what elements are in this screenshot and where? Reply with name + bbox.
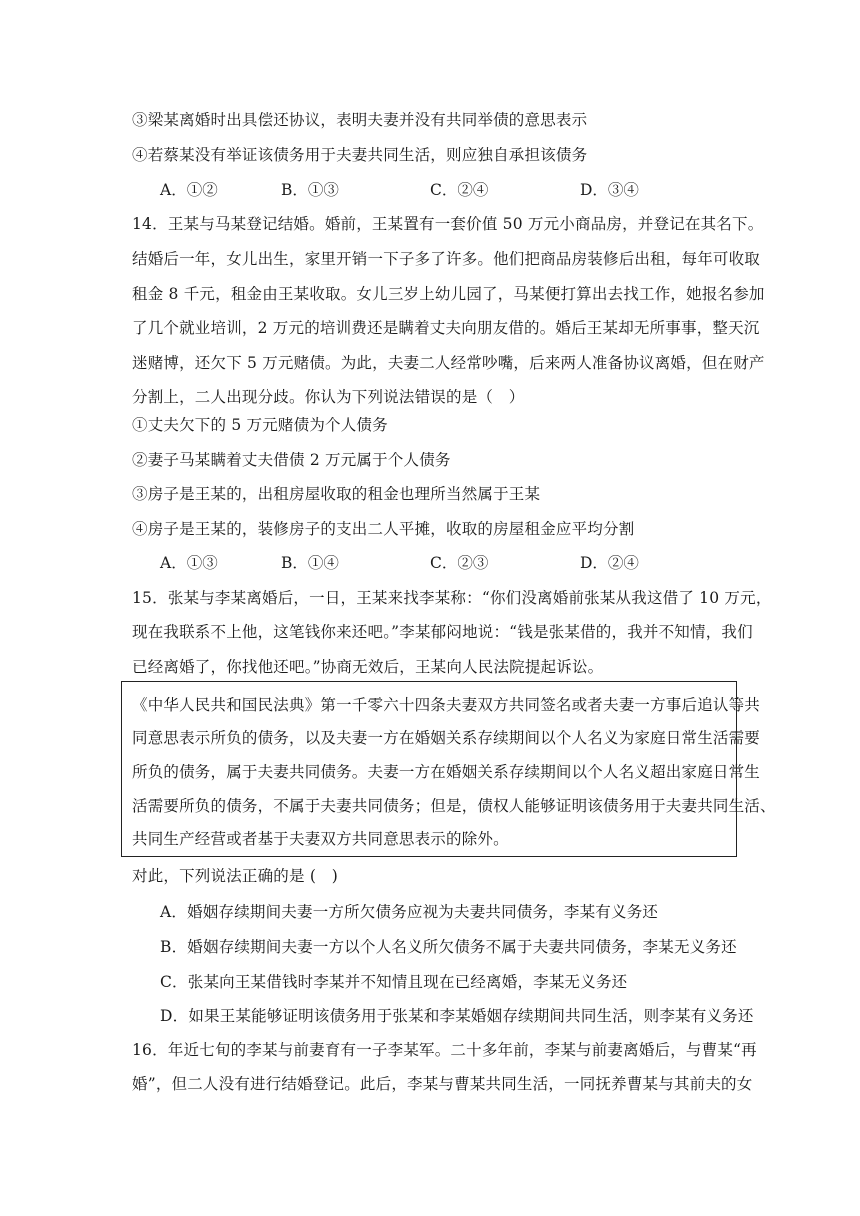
question-14-stem-line-3: 租金 8 千元，租金由王某收取。女儿三岁上幼儿园了，马某便打算出去找工作，她报名参加	[132, 285, 765, 303]
question-14-statement-2: ②妻子马某瞒着丈夫借债 2 万元属于个人债务	[132, 451, 451, 469]
option-d[interactable]: D．③④	[580, 181, 639, 199]
question-13-statement-3: ③梁某离婚时出具偿还协议，表明夫妻并没有共同举债的意思表示	[132, 111, 588, 129]
question-13-statement-4: ④若蔡某没有举证该债务用于夫妻共同生活，则应独自承担该债务	[132, 146, 588, 164]
question-14-statement-4: ④房子是王某的，装修房子的支出二人平摊，收取的房屋租金应平均分割	[132, 520, 635, 538]
question-14-statement-1: ①丈夫欠下的 5 万元赌债为个人债务	[132, 416, 388, 434]
question-14-stem-line-5: 迷赌博，还欠下 5 万元赌债。为此，夫妻二人经常吵嘴，后来两人准备协议离婚，但在财产	[132, 354, 765, 372]
question-15-option-c[interactable]: C．张某向王某借钱时李某并不知情且现在已经离婚，李某无义务还	[160, 973, 628, 991]
option-a[interactable]: A．①③	[160, 554, 218, 572]
question-14-stem-line-1: 14．王某与马某登记结婚。婚前，王某置有一套价值 50 万元小商品房，并登记在其名下。	[132, 215, 764, 233]
quote-line-5: 共同生产经营或者基于夫妻双方共同意思表示的除外。	[132, 830, 509, 848]
option-d[interactable]: D．②④	[580, 554, 639, 572]
option-c[interactable]: C．②④	[430, 181, 489, 199]
question-15-option-b[interactable]: B．婚姻存续期间夫妻一方以个人名义所欠债务不属于夫妻共同债务，李某无义务还	[160, 938, 737, 956]
question-15-option-d[interactable]: D．如果王某能够证明该债务用于张某和李某婚姻存续期间共同生活，则李某有义务还	[160, 1007, 754, 1025]
option-b[interactable]: B．①④	[281, 554, 339, 572]
question-15-stem-line-2: 现在我联系不上他，这笔钱你来还吧。”李某郁闷地说：“钱是张某借的，我并不知情，我们	[132, 623, 753, 641]
question-15-prompt: 对此，下列说法正确的是 ( )	[132, 867, 339, 885]
quote-line-2: 同意思表示所负的债务，以及夫妻一方在婚姻关系存续期间以个人名义为家庭日常生活需要	[132, 729, 761, 747]
question-16-stem-line-2: 婚”，但二人没有进行结婚登记。此后，李某与曹某共同生活，一同抚养曹某与其前夫的女	[132, 1075, 753, 1093]
option-b[interactable]: B．①③	[281, 181, 339, 199]
question-14-stem-line-4: 了几个就业培训，2 万元的培训费还是瞒着丈夫向朋友借的。婚后王某却无所事事，整天沉	[132, 319, 760, 337]
question-16-stem-line-1: 16．年近七旬的李某与前妻育有一子李某军。二十多年前，李某与前妻离婚后，与曹某“再	[132, 1041, 757, 1059]
quote-line-3: 所负的债务，属于夫妻共同债务。夫妻一方在婚姻关系存续期间以个人名义超出家庭日常生	[132, 763, 761, 781]
question-15-option-a[interactable]: A．婚姻存续期间夫妻一方所欠债务应视为夫妻共同债务，李某有义务还	[160, 903, 659, 921]
question-14-statement-3: ③房子是王某的，出租房屋收取的租金也理所当然属于王某	[132, 485, 541, 503]
question-14-stem-line-6: 分割上，二人出现分歧。你认为下列说法错误的是（ ）	[132, 388, 525, 406]
question-15-stem-line-1: 15．张某与李某离婚后，一日，王某来找李某称：“你们没离婚前张某从我这借了 10 万元，	[132, 589, 772, 607]
option-a[interactable]: A．①②	[160, 181, 218, 199]
option-c[interactable]: C．②③	[430, 554, 489, 572]
question-14-stem-line-2: 结婚后一年，女儿出生，家里开销一下子多了许多。他们把商品房装修后出租，每年可收取	[132, 250, 761, 268]
quote-line-1: 《中华人民共和国民法典》第一千零六十四条夫妻双方共同签名或者夫妻一方事后追认等共	[132, 696, 761, 714]
quote-line-4: 活需要所负的债务，不属于夫妻共同债务；但是，债权人能够证明该债务用于夫妻共同生活、	[132, 797, 776, 815]
question-15-stem-line-3: 已经离婚了，你找他还吧。”协商无效后，王某向人民法院提起诉讼。	[132, 658, 604, 676]
